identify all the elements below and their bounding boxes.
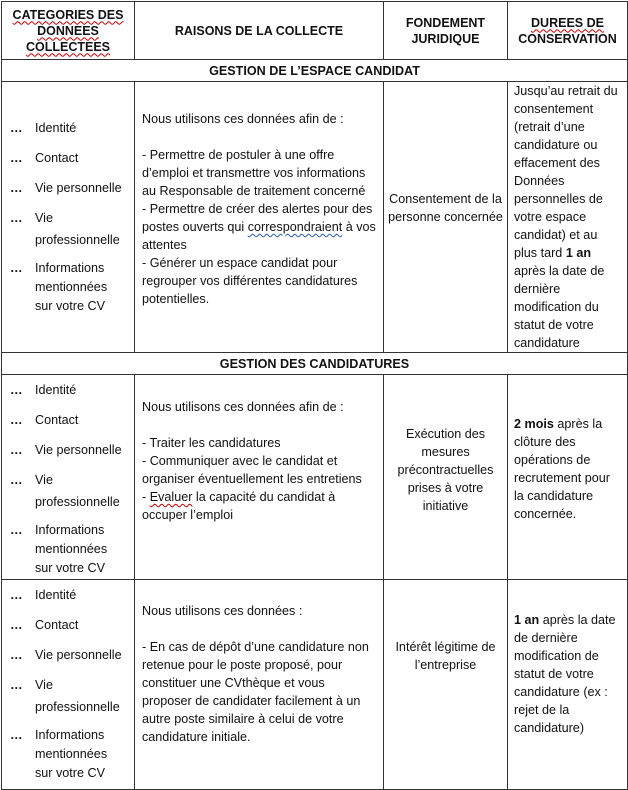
bullet-icon: … bbox=[10, 588, 23, 602]
reasons-cell bbox=[135, 580, 384, 790]
category-label: mentionnées bbox=[35, 279, 108, 294]
list-item bbox=[10, 439, 134, 462]
reason-text: correspondraient bbox=[247, 220, 343, 234]
reasons-intro: Nous utilisons ces données afin de : bbox=[142, 112, 344, 126]
reason-item: - Permettre de postuler à une offre d’emploi et transmettre vos informations au Responsable de traitement concerné bbox=[142, 148, 366, 198]
bullet-icon: … bbox=[10, 618, 23, 632]
header-categories bbox=[2, 2, 135, 60]
reasons-intro: Nous utilisons ces données : bbox=[142, 604, 303, 618]
category-label: Vie personnelle bbox=[35, 443, 122, 457]
categories-cell bbox=[2, 375, 135, 580]
header-legal-line-2: JURIDIQUE bbox=[411, 31, 480, 46]
reason-text: - bbox=[142, 490, 150, 504]
reason-item: - En cas de dépôt d’une candidature non retenue pour le poste proposé, pour constituer une CVthèque et vous proposer de candidater facilement à un autre poste similaire à celui de votre candidature initiale. bbox=[142, 640, 369, 744]
header-durations bbox=[508, 2, 628, 60]
bullet-icon: … bbox=[10, 678, 23, 692]
table-row bbox=[2, 82, 628, 353]
category-label: Contact bbox=[35, 618, 79, 632]
bullet-icon: … bbox=[10, 522, 23, 537]
bullet-icon: … bbox=[10, 151, 23, 165]
category-label: Identité bbox=[35, 588, 77, 602]
category-label: professionnelle bbox=[35, 495, 120, 509]
reason-text: - Permettre de créer des alertes pour des postes ouverts qui bbox=[142, 202, 373, 234]
list-item bbox=[10, 644, 134, 667]
list-item bbox=[10, 259, 134, 316]
retention-text: après la date de dernière modification du statut de votre candidature bbox=[514, 264, 605, 350]
reason-item: - Communiquer avec le candidat et organiser éventuellement les entretiens bbox=[142, 454, 362, 486]
bullet-icon: … bbox=[10, 121, 23, 135]
reason-text: la capacité du candidat à occuper l’emploi bbox=[142, 490, 336, 522]
category-label: Vie bbox=[35, 678, 53, 692]
header-reasons-text: RAISONS DE LA COLLECTE bbox=[174, 23, 344, 38]
list-item bbox=[10, 584, 134, 607]
reason-item bbox=[142, 200, 377, 254]
legal-basis-cell: Intérêt légitime de l’entreprise bbox=[384, 580, 508, 790]
retention-duration: 2 mois bbox=[514, 417, 554, 431]
retention-text: après la clôture des opérations de recrutement pour la candidature concernée. bbox=[514, 417, 610, 521]
reasons-cell bbox=[135, 82, 384, 353]
categories-cell bbox=[2, 82, 135, 353]
category-label: Contact bbox=[35, 413, 79, 427]
list-item bbox=[10, 674, 134, 718]
bullet-icon: … bbox=[10, 473, 23, 487]
category-label: mentionnées bbox=[35, 541, 108, 556]
retention-cell bbox=[508, 580, 628, 790]
header-reasons bbox=[135, 2, 384, 60]
reason-item: - Traiter les candidatures bbox=[142, 436, 281, 450]
data-retention-table bbox=[1, 1, 628, 790]
table-row bbox=[2, 580, 628, 790]
list-item bbox=[10, 147, 134, 170]
category-label: sur votre CV bbox=[35, 298, 105, 313]
section-title: GESTION DES CANDIDATURES bbox=[2, 353, 628, 375]
list-item bbox=[10, 726, 134, 783]
category-label: Vie personnelle bbox=[35, 648, 122, 662]
section-row-candidate-space bbox=[2, 60, 628, 82]
category-label: professionnelle bbox=[35, 700, 120, 714]
bullet-icon: … bbox=[10, 181, 23, 195]
reason-text: à vos attentes bbox=[142, 220, 376, 252]
bullet-icon: … bbox=[10, 727, 23, 742]
reason-text: Evaluer bbox=[149, 490, 193, 504]
legal-basis-cell: Exécution des mesures précontractuelles prises à votre initiative bbox=[384, 375, 508, 580]
category-label: Vie bbox=[35, 473, 53, 487]
category-label: Vie personnelle bbox=[35, 181, 122, 195]
list-item bbox=[10, 409, 134, 432]
table-row bbox=[2, 375, 628, 580]
bullet-icon: … bbox=[10, 413, 23, 427]
header-durations-line-2: CONSERVATION bbox=[518, 31, 617, 46]
categories-cell bbox=[2, 580, 135, 790]
bullet-icon: … bbox=[10, 383, 23, 397]
list-item bbox=[10, 614, 134, 637]
reason-item: - Générer un espace candidat pour regrouper vos différentes candidatures potentielles. bbox=[142, 256, 358, 306]
list-item bbox=[10, 117, 134, 140]
list-item bbox=[10, 379, 134, 402]
category-label: Vie bbox=[35, 211, 53, 225]
category-label: Contact bbox=[35, 151, 79, 165]
list-item bbox=[10, 207, 134, 251]
list-item bbox=[10, 521, 134, 578]
header-categories-line-2: DONNEES bbox=[37, 23, 99, 38]
retention-cell bbox=[508, 375, 628, 580]
header-durations-line-1: DUREES DE bbox=[531, 15, 604, 30]
retention-cell bbox=[508, 82, 628, 353]
bullet-icon: … bbox=[10, 211, 23, 225]
header-legal bbox=[384, 2, 508, 60]
category-list bbox=[10, 117, 134, 316]
category-label: sur votre CV bbox=[35, 560, 105, 575]
category-label: mentionnées bbox=[35, 746, 108, 761]
retention-text: après la date de dernière modification de statut de votre candidature (ex : rejet de la candidature) bbox=[514, 613, 616, 735]
category-label: sur votre CV bbox=[35, 765, 105, 780]
legal-basis-cell: Consentement de la personne concernée bbox=[384, 82, 508, 353]
bullet-icon: … bbox=[10, 648, 23, 662]
retention-duration: 1 an bbox=[565, 246, 592, 260]
header-categories-line-1: CATEGORIES DES bbox=[12, 7, 124, 22]
category-label: Informations bbox=[35, 522, 105, 537]
reasons-intro: Nous utilisons ces données afin de : bbox=[142, 400, 344, 414]
category-label: Informations bbox=[35, 727, 105, 742]
list-item bbox=[10, 177, 134, 200]
retention-duration: 1 an bbox=[514, 613, 540, 627]
category-label: professionnelle bbox=[35, 233, 120, 247]
category-list bbox=[10, 584, 134, 783]
reasons-cell bbox=[135, 375, 384, 580]
header-categories-line-3: COLLECTEES bbox=[25, 39, 111, 54]
section-title: GESTION DE L’ESPACE CANDIDAT bbox=[2, 60, 628, 82]
bullet-icon: … bbox=[10, 443, 23, 457]
retention-text: Jusqu’au retrait du consentement (retrait d’une candidature ou effacement des Données personnelles de votre espace candidat) et au plus tard bbox=[514, 84, 618, 260]
header-legal-line-1: FONDEMENT bbox=[405, 15, 486, 30]
category-label: Identité bbox=[35, 383, 77, 397]
category-label: Informations bbox=[35, 260, 105, 275]
reason-item bbox=[142, 488, 377, 524]
list-item bbox=[10, 469, 134, 513]
header-row bbox=[2, 2, 628, 60]
category-list bbox=[10, 379, 134, 578]
section-row-applications bbox=[2, 353, 628, 375]
bullet-icon: … bbox=[10, 260, 23, 275]
category-label: Identité bbox=[35, 121, 77, 135]
